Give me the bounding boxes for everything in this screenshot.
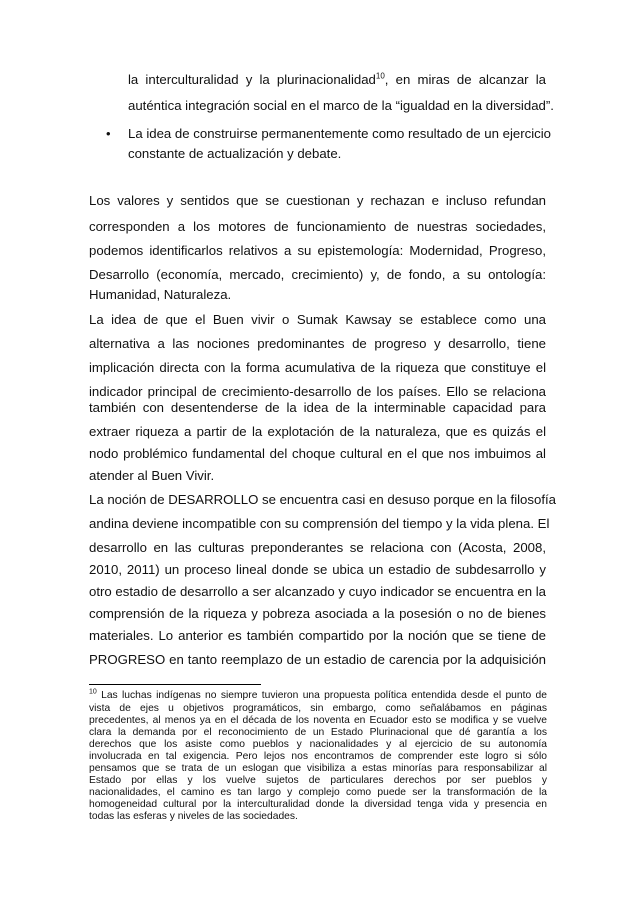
footnote-line: Estado por ellas y los vuelve sujetos de particulares derechos por ser pueblos y — [89, 775, 547, 786]
para-1-line: podemos identificarlos relativos a su epistemología: Modernidad, Progreso, — [89, 243, 546, 258]
para-2-line: también con desentenderse de la idea de la interminable capacidad para — [89, 400, 546, 415]
footnote-first-line-text: Las luchas indígenas no siempre tuvieron una propuesta política entendida desde el punto de — [96, 690, 547, 701]
para-1-line: Humanidad, Naturaleza. — [89, 287, 232, 302]
para-2-line: La idea de que el Buen vivir o Sumak Kawsay se establece como una — [89, 312, 546, 327]
footnote-line: nacionalidades, el camino es tan largo y complejo como puede ser la transformación de la — [89, 787, 547, 798]
footnote-ref: 10 — [375, 71, 385, 81]
bullet-marker: • — [106, 126, 111, 141]
para-3-line: andina deviene incompatible con su comprensión del tiempo y la vida plena. El — [89, 516, 550, 531]
para-2-line: indicador principal de crecimiento-desarrollo de los países. Ello se relaciona — [89, 384, 546, 399]
para-2-line: alternativa a las nociones predominantes de progreso y desarrollo, tiene — [89, 336, 546, 351]
para-1-line: corresponden a los motores de funcionamiento de nuestras sociedades, — [89, 219, 546, 234]
bullet-2-line-2: constante de actualización y debate. — [128, 146, 342, 161]
footnote-line: derechos que los asiste como pueblos y nacionalidades y al ejercicio de su autonomía — [89, 739, 547, 750]
footnote-separator — [89, 684, 261, 685]
footnote-line — [89, 690, 547, 702]
para-3-line: La noción de DESARROLLO se encuentra casi en desuso porque en la filosofía — [89, 492, 556, 507]
para-1-line: Los valores y sentidos que se cuestionan y rechazan e incluso refundan — [89, 193, 546, 208]
para-3-line: desarrollo en las culturas preponderantes se relaciona con (Acosta, 2008, — [89, 540, 546, 555]
para-1-line: Desarrollo (economía, mercado, crecimiento) y, de fondo, a su ontología: — [89, 267, 546, 282]
footnote-line: vista de ejes u objetivos programáticos, sin embargo, como señalábamos en páginas — [89, 703, 547, 714]
para-3-line: otro estadio de desarrollo a ser alcanzado y cuyo indicador se encuentra en la — [89, 584, 546, 599]
para-2-line: atender al Buen Vivir. — [89, 468, 215, 483]
para-3-line: materiales. Lo anterior es también compartido por la noción que se tiene de — [89, 628, 546, 643]
footnote-line: involucrada en tal exigencia. Pero lejos nos encontramos de comprender este logro si sólo — [89, 751, 547, 762]
bullet-2-line-1: La idea de construirse permanentemente como resultado de un ejercicio — [128, 126, 551, 141]
bullet-1-line-1-post: , en miras de alcanzar la — [384, 72, 546, 87]
bullet-1-line-1-pre: la interculturalidad y la plurinacionalidad — [128, 72, 376, 87]
bullet-1-line-2: auténtica integración social en el marco de la “igualdad en la diversidad”. — [128, 98, 554, 113]
para-2-line: implicación directa con la forma acumulativa de la riqueza que constituye el — [89, 360, 546, 375]
footnote-line: pensamos que se trata de un eslogan que visibiliza a estas minorías para responsabilizar al — [89, 763, 547, 774]
footnote-line: todas las esferas y niveles de las sociedades. — [89, 811, 298, 822]
para-3-line: 2010, 2011) un proceso lineal donde se ubica un estadio de subdesarrollo y — [89, 562, 546, 577]
para-3-line: comprensión de la riqueza y pobreza asociada a la posesión o no de bienes — [89, 606, 546, 621]
footnote-line: precedentes, al menos ya en el década de los noventa en Ecuador esto se modifica y se vuelve — [89, 715, 547, 726]
footnote-line: homogeneidad cultural por la interculturalidad donde la diversidad tenga vida y presencia en — [89, 799, 547, 810]
para-2-line: nodo problémico fundamental del choque cultural en el que nos imbuimos al — [89, 446, 546, 461]
footnote-line: clara la demanda por el reconocimiento de un Estado Plurinacional que dé garantía a los — [89, 727, 547, 738]
footnote-marker: 10 — [89, 688, 97, 696]
para-2-line: extraer riqueza a partir de la explotación de la naturaleza, que es quizás el — [89, 424, 546, 439]
para-3-line: PROGRESO en tanto reemplazo de un estadio de carencia por la adquisición — [89, 652, 546, 667]
bullet-1-line-1 — [128, 72, 546, 88]
